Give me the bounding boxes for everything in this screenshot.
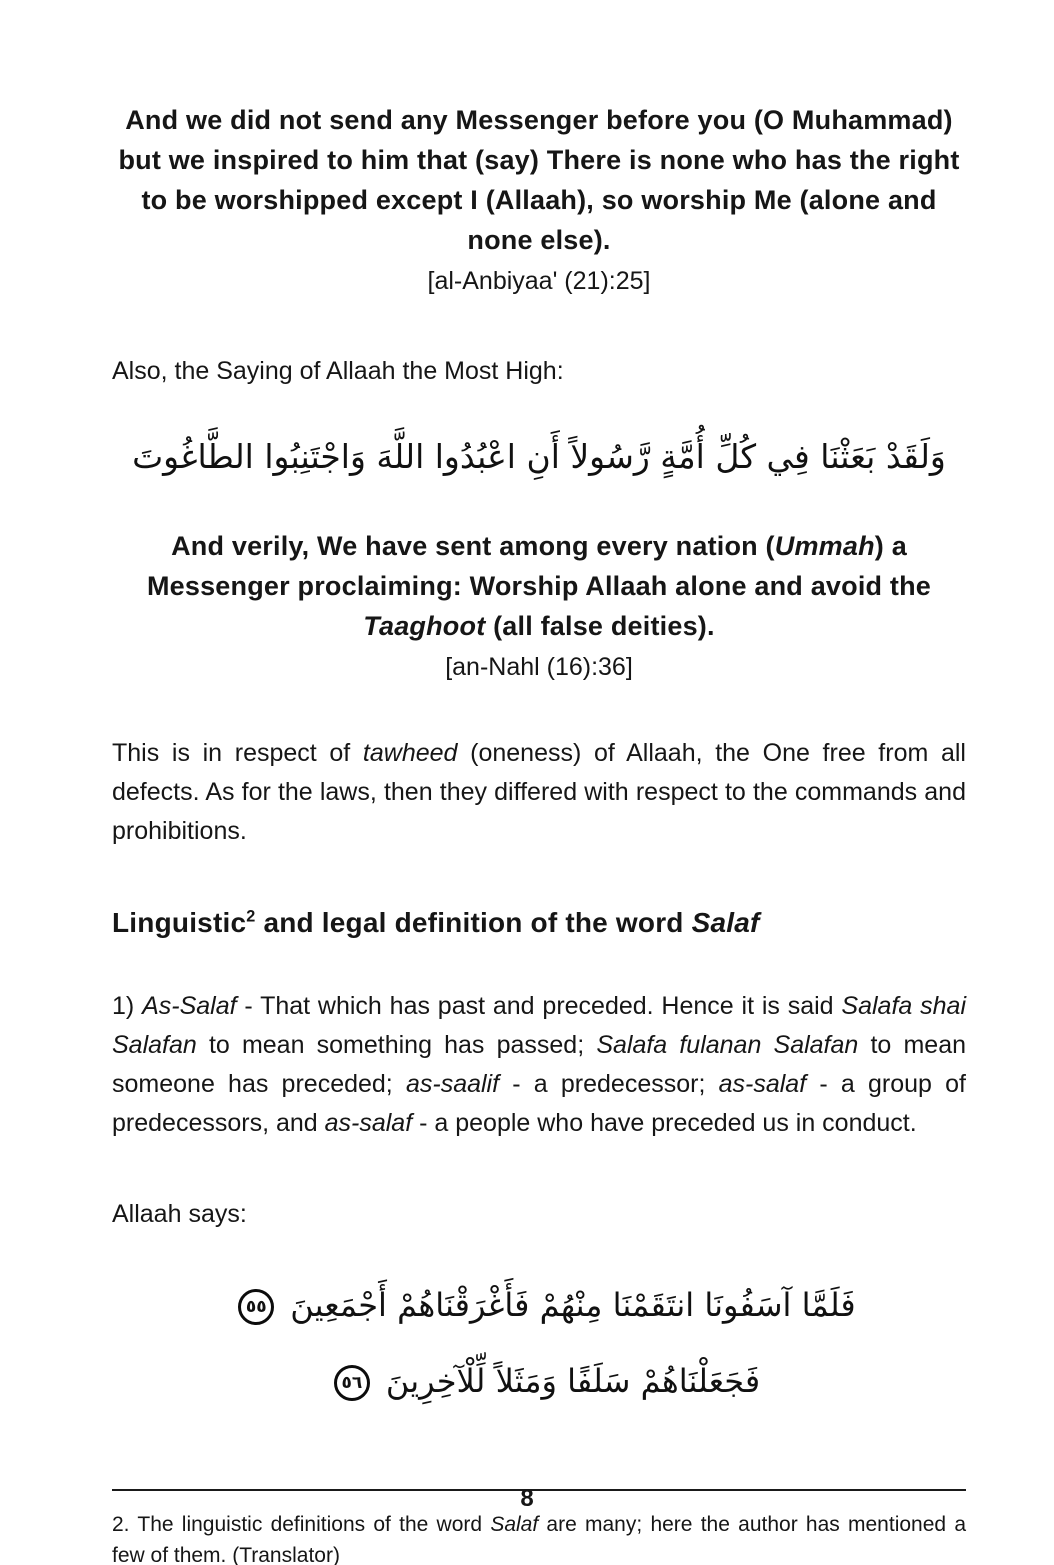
lead-in-text-2: Allaah says: [112,1200,247,1228]
body-paragraph-2: 1) As-Salaf - That which has past and preceded. Hence it is said Salafa shai Salafan to mean something has passed; Salafa fulanan Salafan to mean someone has preceded; as-saalif - a predecessor; as-salaf - a group of predecessors, and as-salaf - a people who have preceded us in conduct. [112,992,967,1137]
arabic-verse-line-56 [112,1343,966,1419]
arabic-verse-55-text: فَلَمَّا آسَفُونَا انتَقَمْنَا مِنْهُمْ فَأَغْرَقْنَاهُمْ أَجْمَعِينَ [290,1286,856,1324]
arabic-verse-56-text: فَجَعَلْنَاهُمْ سَلَفًا وَمَثَلاً لِّلْآخِرِينَ [385,1362,761,1400]
aya-end-marker-55: ٥٥ [238,1289,274,1325]
quran-translation-quote-2: And verily, We have sent among every nation (Ummah) a Messenger proclaiming: Worship Allaah alone and avoid the Taaghoot (all false deities). [146,531,932,641]
section-heading: Linguistic$^2$ and legal definition of the word Salaf [112,907,760,938]
page-number: 8 [520,1485,534,1512]
quran-reference-1: [al-Anbiyaa' (21):25] [427,267,651,295]
body-paragraph-1: This is in respect of tawheed (oneness) of Allaah, the One free from all defects. As for the laws, then they differed with respect to the commands and prohibitions. [112,739,966,845]
quran-translation-quote-1: And we did not send any Messenger before you (O Muhammad) but we inspired to him that (say) There is none who has the right to be worshipped except I (Allaah), so worship Me (alone and none else). [118,105,960,255]
arabic-verse-1: وَلَقَدْ بَعَثْنَا فِي كُلِّ أُمَّةٍ رَّسُولاً أَنِ اعْبُدُوا اللَّهَ وَاجْتَنِبُوا الطَّاغُوتَ [132,437,946,476]
lead-in-text-1: Also, the Saying of Allaah the Most High: [112,357,564,385]
quran-reference-2: [an-Nahl (16):36] [445,653,633,681]
footnote-text: 2. The linguistic definitions of the word Salaf are many; here the author has mentioned a few of them. (Translator) [112,1513,966,1565]
arabic-verse-block-2 [112,1267,966,1419]
arabic-verse-line-55 [112,1267,966,1343]
aya-end-marker-56: ٥٦ [334,1365,370,1401]
page-content [112,100,966,1565]
